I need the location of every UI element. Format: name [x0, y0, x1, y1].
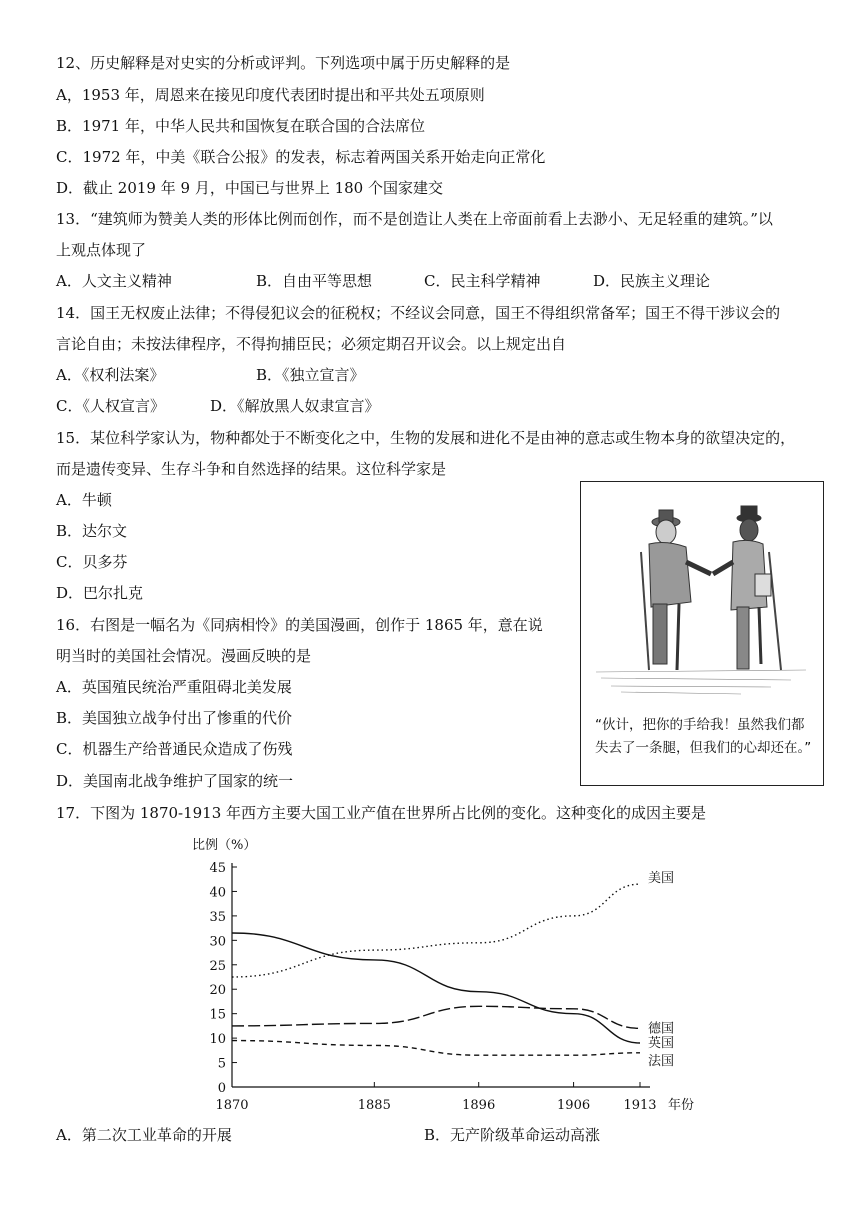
- q12-stem: 12、历史解释是对史实的分析或评判。下列选项中属于历史解释的是: [56, 54, 511, 72]
- industrial-output-line-chart: [185, 832, 705, 1117]
- q16-option-a[interactable]: A．英国殖民统治严重阻碍北美发展: [56, 678, 292, 696]
- q15-option-a[interactable]: A．牛顿: [56, 491, 112, 509]
- series-line-德国: [232, 1006, 640, 1028]
- y-tick-label: 15: [209, 1007, 226, 1023]
- q16-stem-line2: 明当时的美国社会情况。漫画反映的是: [56, 647, 312, 665]
- q17-option-b[interactable]: B．无产阶级革命运动高涨: [424, 1126, 601, 1144]
- series-line-英国: [232, 933, 640, 1043]
- q13-option-d[interactable]: D．民族主义理论: [593, 272, 711, 290]
- series-line-法国: [232, 1041, 640, 1056]
- q14-option-d[interactable]: D．《解放黑人奴隶宣言》: [210, 397, 380, 415]
- q16-option-d[interactable]: D．美国南北战争维护了国家的统一: [56, 772, 294, 790]
- q13-option-b[interactable]: B．自由平等思想: [256, 272, 373, 290]
- q13-option-a[interactable]: A．人文主义精神: [56, 272, 172, 290]
- y-tick-label: 25: [209, 958, 226, 974]
- q14-stem-line1: 14．国王无权废止法律；不得侵犯议会的征税权；不经议会同意，国王不得组织常备军；国王不得干涉议会的: [56, 304, 781, 322]
- x-tick-label: 1885: [357, 1098, 391, 1113]
- q17-stem: 17．下图为 1870-1913 年西方主要大国工业产值在世界所占比例的变化。这种变化的成因主要是: [56, 804, 707, 822]
- q12-option-d[interactable]: D．截止 2019 年 9 月，中国已与世界上 180 个国家建交: [56, 179, 443, 197]
- q14-option-a[interactable]: A．《权利法案》: [56, 366, 165, 384]
- q14-option-b[interactable]: B．《独立宣言》: [256, 366, 365, 384]
- series-label: 英国: [648, 1036, 675, 1051]
- q16-stem-line1: 16．右图是一幅名为《同病相怜》的美国漫画，创作于 1865 年，意在说: [56, 616, 543, 634]
- x-tick-label: 1896: [462, 1098, 496, 1113]
- y-tick-label: 40: [209, 885, 226, 901]
- q13-option-c[interactable]: C．民主科学精神: [424, 272, 541, 290]
- q13-stem-line1: 13．“建筑师为赞美人类的形体比例而创作，而不是创造让人类在上帝面前看上去渺小、无足轻重的建筑。”以: [56, 210, 773, 228]
- x-tick-label: 1870: [215, 1098, 249, 1113]
- q16-option-b[interactable]: B．美国独立战争付出了惨重的代价: [56, 709, 293, 727]
- q12-option-a[interactable]: A，1953 年，周恩来在接见印度代表团时提出和平共处五项原则: [56, 86, 485, 104]
- q14-option-c[interactable]: C．《人权宣言》: [56, 397, 165, 415]
- x-tick-label: 1913: [623, 1098, 657, 1113]
- cartoon-figure: [580, 481, 824, 786]
- y-axis-label: 比例（%）: [192, 838, 257, 853]
- q15-option-b[interactable]: B．达尔文: [56, 522, 128, 540]
- series-label: 德国: [648, 1021, 675, 1037]
- q15-stem-line2: 而是遗传变异、生存斗争和自然选择的结果。这位科学家是: [56, 460, 447, 478]
- y-tick-label: 0: [217, 1081, 226, 1096]
- q16-option-c[interactable]: C．机器生产给普通民众造成了伤残: [56, 740, 293, 758]
- q13-stem-line2: 上观点体现了: [56, 241, 147, 259]
- q15-option-d[interactable]: D．巴尔扎克: [56, 584, 144, 602]
- y-tick-label: 35: [209, 909, 226, 925]
- q14-stem-line2: 言论自由；未按法律程序，不得拘捕臣民；必须定期召开议会。以上规定出自: [56, 335, 567, 353]
- y-tick-label: 20: [209, 983, 226, 999]
- y-tick-label: 5: [217, 1056, 226, 1072]
- series-line-美国: [232, 884, 640, 977]
- q17-option-a[interactable]: A．第二次工业革命的开展: [56, 1126, 232, 1144]
- series-label: 法国: [648, 1053, 675, 1069]
- cartoon-caption: “伙计，把你的手给我！虽然我们都失去了一条腿，但我们的心却还在。”: [595, 717, 812, 756]
- y-tick-label: 30: [209, 934, 226, 950]
- q12-option-c[interactable]: C．1972 年，中美《联合公报》的发表，标志着两国关系开始走向正常化: [56, 148, 546, 166]
- x-axis-label: 年份: [668, 1098, 695, 1113]
- y-tick-label: 10: [209, 1032, 226, 1048]
- q15-option-c[interactable]: C．贝多芬: [56, 553, 128, 571]
- y-tick-label: 45: [209, 861, 226, 876]
- cartoon-illustration: [591, 492, 815, 702]
- q12-option-b[interactable]: B．1971 年，中华人民共和国恢复在联合国的合法席位: [56, 117, 425, 135]
- x-tick-label: 1906: [557, 1098, 591, 1113]
- q15-stem-line1: 15．某位科学家认为，物种都处于不断变化之中，生物的发展和进化不是由神的意志或生物本身的欲望决定的，: [56, 429, 796, 447]
- series-label: 美国: [648, 871, 675, 887]
